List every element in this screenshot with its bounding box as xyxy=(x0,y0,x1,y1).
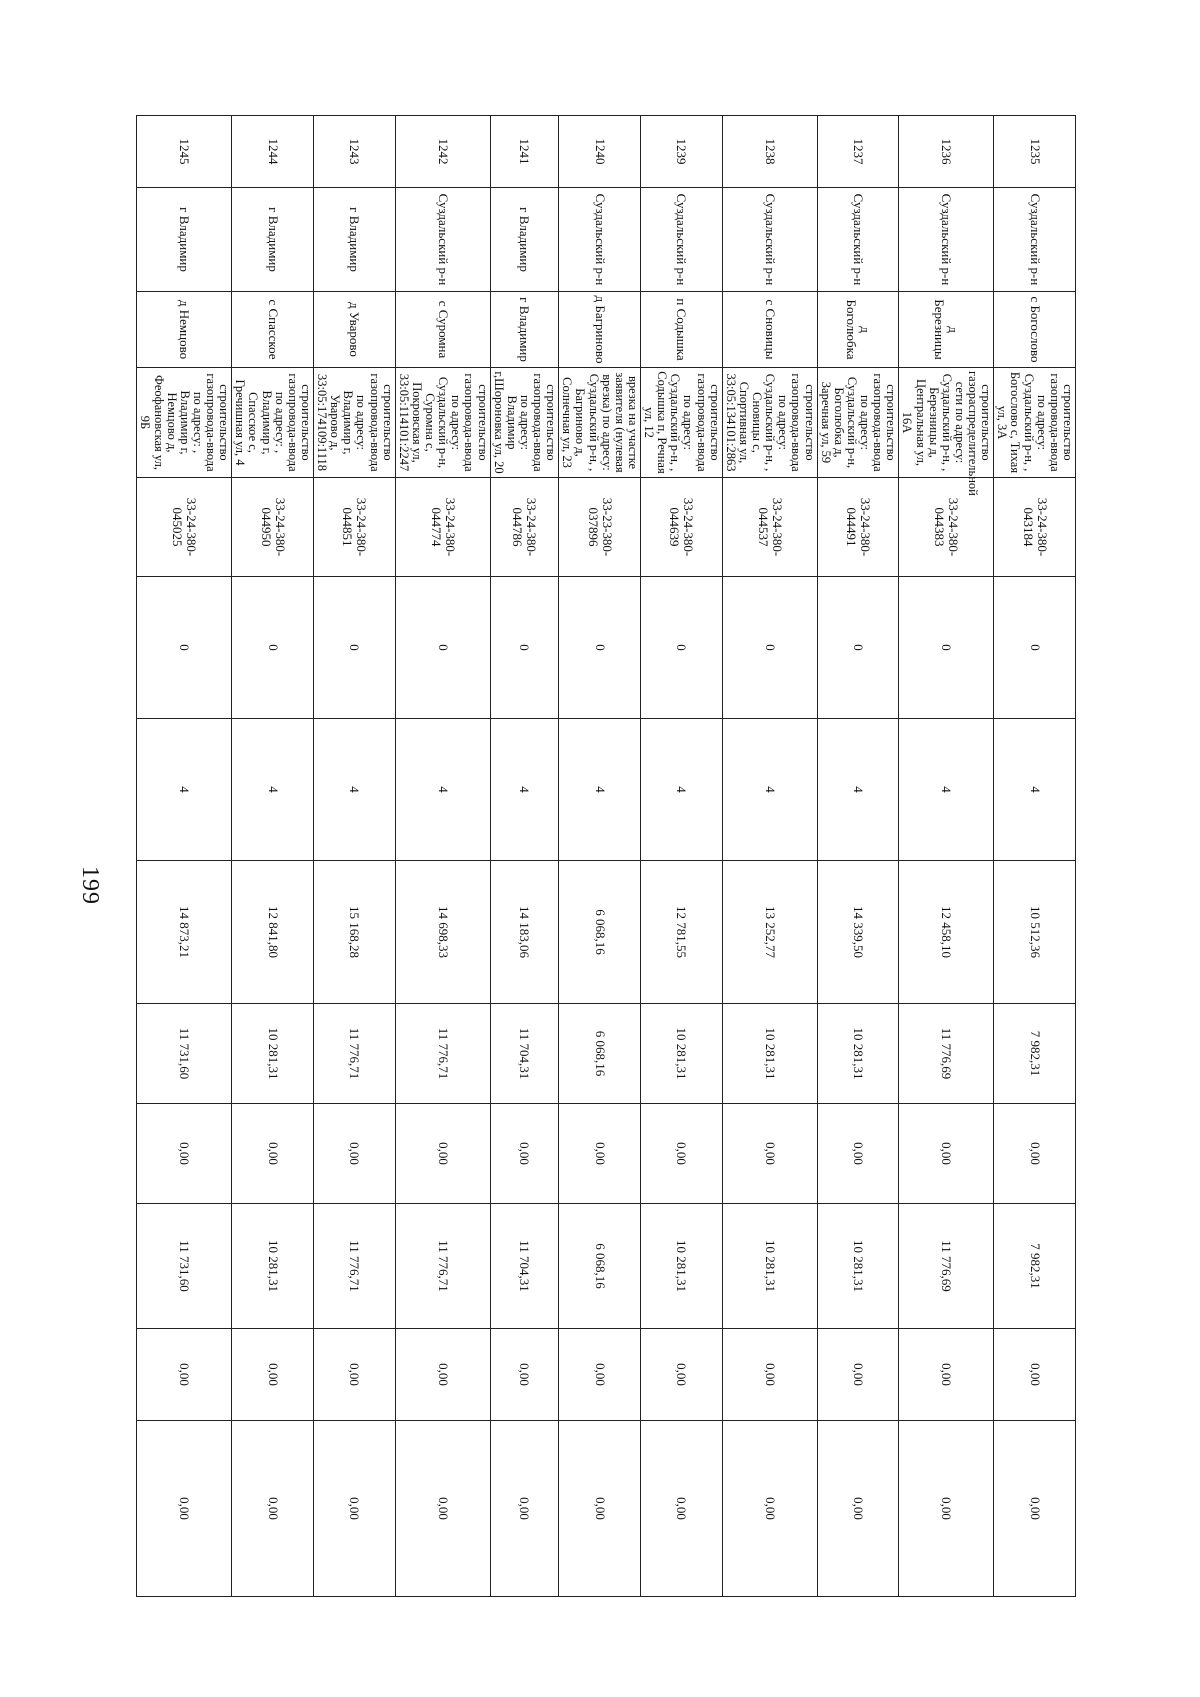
cell-description: строительство газопровода-ввода по адресу: Суздальский р-н, , Богослово с, Тихая ул, 3А xyxy=(994,368,1076,478)
cell-code: 33-24-380-044851 xyxy=(314,478,396,577)
cell-value-2: 4 xyxy=(232,719,314,861)
cell-description: строительство газопровода-ввода по адресу: Суздальский р-н, Суромна с, Покровская ул, 33:05:114101:2247 xyxy=(395,368,490,478)
cell-row-number: 1237 xyxy=(817,116,899,188)
cell-code: 33-24-380-043184 xyxy=(994,478,1076,577)
cell-total: 14 698,33 xyxy=(395,861,490,1004)
cell-amount-a: 10 281,31 xyxy=(641,1004,723,1104)
cell-district: Суздальский р-н xyxy=(641,188,723,292)
rotated-table xyxy=(138,115,1076,1596)
cell-description: строительство газопровода-ввода по адресу: , Владимир г, Спасское с, Гречишная ул, 4 xyxy=(232,368,314,478)
cell-amount-d: 0,00 xyxy=(994,1329,1076,1421)
cell-district: Суздальский р-н xyxy=(817,188,899,292)
cell-value-2: 4 xyxy=(395,719,490,861)
cell-amount-b: 0,00 xyxy=(994,1104,1076,1204)
cell-amount-c: 11 776,69 xyxy=(899,1204,994,1329)
cell-amount-c: 6 068,16 xyxy=(559,1204,641,1329)
cell-value-2: 4 xyxy=(994,719,1076,861)
cell-locality: д Боголюбка xyxy=(817,292,899,368)
table-row xyxy=(899,116,994,1597)
cell-amount-c: 11 776,71 xyxy=(314,1204,396,1329)
cell-total: 12 458,10 xyxy=(899,861,994,1004)
cell-amount-e: 0,00 xyxy=(559,1421,641,1597)
cell-value-2: 4 xyxy=(899,719,994,861)
cell-value-2: 4 xyxy=(314,719,396,861)
cell-amount-d: 0,00 xyxy=(817,1329,899,1421)
table-row xyxy=(490,116,559,1597)
cell-code: 33-24-380-045025 xyxy=(137,478,232,577)
cell-amount-c: 10 281,31 xyxy=(817,1204,899,1329)
cell-amount-b: 0,00 xyxy=(314,1104,396,1204)
cell-amount-b: 0,00 xyxy=(490,1104,559,1204)
cell-amount-b: 0,00 xyxy=(137,1104,232,1204)
cell-amount-a: 11 731,60 xyxy=(137,1004,232,1104)
cell-total: 12 781,55 xyxy=(641,861,723,1004)
cell-amount-a: 10 281,31 xyxy=(232,1004,314,1104)
cell-value-1: 0 xyxy=(641,577,723,719)
cell-row-number: 1240 xyxy=(559,116,641,188)
cell-locality: д Немцово xyxy=(137,292,232,368)
table-row xyxy=(395,116,490,1597)
cell-locality: с Сновицы xyxy=(722,292,817,368)
cell-value-1: 0 xyxy=(314,577,396,719)
table-row xyxy=(232,116,314,1597)
cell-description: строительство газопровода-ввода по адресу: Суздальский р-н, Боголюбка д, Заречная ул, 59 xyxy=(817,368,899,478)
table-row xyxy=(817,116,899,1597)
cell-description: строительство газопровода-ввода по адресу: Суздальский р-н, , Содышка п, Речная ул, 12 xyxy=(641,368,723,478)
cell-description: врезка на участке заявителя (нулевая врезка) по адресу: Суздальский р-н, , Багриново д, Солнечная ул, 23 xyxy=(559,368,641,478)
cell-amount-b: 0,00 xyxy=(559,1104,641,1204)
cell-total: 6 068,16 xyxy=(559,861,641,1004)
cell-district: Суздальский р-н xyxy=(395,188,490,292)
cell-amount-c: 11 704,31 xyxy=(490,1204,559,1329)
cell-code: 33-24-380-044639 xyxy=(641,478,723,577)
cell-total: 10 512,36 xyxy=(994,861,1076,1004)
cell-amount-b: 0,00 xyxy=(232,1104,314,1204)
cell-district: Суздальский р-н xyxy=(994,188,1076,292)
cell-amount-a: 11 776,69 xyxy=(899,1004,994,1104)
cell-amount-d: 0,00 xyxy=(490,1329,559,1421)
cell-amount-b: 0,00 xyxy=(899,1104,994,1204)
cell-amount-c: 11 731,60 xyxy=(137,1204,232,1329)
cell-code: 33-24-380-044383 xyxy=(899,478,994,577)
cell-locality: с Спасское xyxy=(232,292,314,368)
cell-row-number: 1244 xyxy=(232,116,314,188)
cell-amount-c: 7 982,31 xyxy=(994,1204,1076,1329)
table-row xyxy=(137,116,232,1597)
cell-amount-e: 0,00 xyxy=(490,1421,559,1597)
cell-amount-d: 0,00 xyxy=(314,1329,396,1421)
cell-row-number: 1238 xyxy=(722,116,817,188)
cell-description: строительство газопровода-ввода по адресу: Суздальский р-н, , Сновицы с, Спортивная ул, 33:05:134101:2863 xyxy=(722,368,817,478)
cell-locality: г Владимир xyxy=(490,292,559,368)
cell-value-1: 0 xyxy=(232,577,314,719)
cell-amount-c: 11 776,71 xyxy=(395,1204,490,1329)
cell-value-1: 0 xyxy=(395,577,490,719)
cell-amount-b: 0,00 xyxy=(817,1104,899,1204)
cell-total: 15 168,28 xyxy=(314,861,396,1004)
cell-total: 14 873,21 xyxy=(137,861,232,1004)
cell-code: 33-24-380-044786 xyxy=(490,478,559,577)
cell-code: 33-24-380-044950 xyxy=(232,478,314,577)
cell-value-1: 0 xyxy=(490,577,559,719)
cell-amount-e: 0,00 xyxy=(314,1421,396,1597)
cell-district: г Владимир xyxy=(314,188,396,292)
table-row xyxy=(722,116,817,1597)
table-row xyxy=(641,116,723,1597)
cell-amount-c: 10 281,31 xyxy=(722,1204,817,1329)
cell-value-2: 4 xyxy=(559,719,641,861)
cell-amount-a: 11 704,31 xyxy=(490,1004,559,1104)
cell-locality: с Суромна xyxy=(395,292,490,368)
cell-value-1: 0 xyxy=(899,577,994,719)
cell-description: строительство газопровода-ввода по адресу: , Владимир г, Немцово д, Феофановская ул, 9Б xyxy=(137,368,232,478)
cell-amount-a: 11 776,71 xyxy=(395,1004,490,1104)
cell-value-1: 0 xyxy=(559,577,641,719)
cell-description: строительство газопровода-ввода по адресу: Владимир г,Шороновка ул, 20 xyxy=(490,368,559,478)
cell-amount-d: 0,00 xyxy=(722,1329,817,1421)
cell-amount-e: 0,00 xyxy=(395,1421,490,1597)
table-row xyxy=(559,116,641,1597)
data-table xyxy=(136,115,1076,1597)
cell-row-number: 1243 xyxy=(314,116,396,188)
cell-locality: д Уварово xyxy=(314,292,396,368)
cell-row-number: 1235 xyxy=(994,116,1076,188)
cell-amount-d: 0,00 xyxy=(559,1329,641,1421)
cell-amount-e: 0,00 xyxy=(994,1421,1076,1597)
cell-amount-c: 10 281,31 xyxy=(641,1204,723,1329)
cell-amount-c: 10 281,31 xyxy=(232,1204,314,1329)
table-container xyxy=(138,115,1076,1596)
table-body xyxy=(137,116,1076,1597)
cell-total: 14 183,06 xyxy=(490,861,559,1004)
cell-value-2: 4 xyxy=(722,719,817,861)
cell-value-1: 0 xyxy=(722,577,817,719)
cell-amount-a: 6 068,16 xyxy=(559,1004,641,1104)
cell-amount-e: 0,00 xyxy=(641,1421,723,1597)
cell-total: 14 339,50 xyxy=(817,861,899,1004)
cell-district: Суздальский р-н xyxy=(559,188,641,292)
cell-amount-b: 0,00 xyxy=(722,1104,817,1204)
cell-amount-a: 10 281,31 xyxy=(722,1004,817,1104)
cell-value-2: 4 xyxy=(137,719,232,861)
cell-total: 13 252,77 xyxy=(722,861,817,1004)
cell-district: г Владимир xyxy=(232,188,314,292)
cell-amount-e: 0,00 xyxy=(817,1421,899,1597)
table-row xyxy=(994,116,1076,1597)
cell-row-number: 1242 xyxy=(395,116,490,188)
cell-code: 33-24-380-044491 xyxy=(817,478,899,577)
cell-value-2: 4 xyxy=(641,719,723,861)
cell-amount-a: 11 776,71 xyxy=(314,1004,396,1104)
cell-district: Суздальский р-н xyxy=(899,188,994,292)
cell-value-2: 4 xyxy=(817,719,899,861)
cell-code: 33-24-380-044774 xyxy=(395,478,490,577)
cell-amount-e: 0,00 xyxy=(137,1421,232,1597)
cell-value-2: 4 xyxy=(490,719,559,861)
cell-amount-b: 0,00 xyxy=(395,1104,490,1204)
cell-value-1: 0 xyxy=(137,577,232,719)
cell-value-1: 0 xyxy=(994,577,1076,719)
cell-row-number: 1236 xyxy=(899,116,994,188)
cell-locality: с Богослово xyxy=(994,292,1076,368)
cell-amount-d: 0,00 xyxy=(137,1329,232,1421)
cell-locality: д Багриново xyxy=(559,292,641,368)
cell-amount-e: 0,00 xyxy=(899,1421,994,1597)
cell-amount-e: 0,00 xyxy=(232,1421,314,1597)
cell-code: 33-24-380-044537 xyxy=(722,478,817,577)
cell-district: г Владимир xyxy=(137,188,232,292)
table-row xyxy=(314,116,396,1597)
cell-row-number: 1241 xyxy=(490,116,559,188)
cell-description: строительство газопровода-ввода по адресу: Владимир г, Уварово д, 33:05:174109:1118 xyxy=(314,368,396,478)
cell-total: 12 841,80 xyxy=(232,861,314,1004)
cell-locality: п Содышка xyxy=(641,292,723,368)
cell-value-1: 0 xyxy=(817,577,899,719)
cell-amount-b: 0,00 xyxy=(641,1104,723,1204)
cell-row-number: 1245 xyxy=(137,116,232,188)
cell-amount-d: 0,00 xyxy=(395,1329,490,1421)
page-number: 199 xyxy=(77,866,103,905)
cell-amount-a: 10 281,31 xyxy=(817,1004,899,1104)
cell-amount-d: 0,00 xyxy=(641,1329,723,1421)
cell-description: строительство газораспределительной сети по адресу: Суздальский р-н, , Березницы д, Центральная ул, 16А xyxy=(899,368,994,478)
cell-code: 33-23-380-037896 xyxy=(559,478,641,577)
cell-amount-a: 7 982,31 xyxy=(994,1004,1076,1104)
cell-district: Суздальский р-н xyxy=(722,188,817,292)
cell-amount-d: 0,00 xyxy=(899,1329,994,1421)
cell-locality: д Березницы xyxy=(899,292,994,368)
cell-row-number: 1239 xyxy=(641,116,723,188)
cell-district: г Владимир xyxy=(490,188,559,292)
cell-amount-e: 0,00 xyxy=(722,1421,817,1597)
cell-amount-d: 0,00 xyxy=(232,1329,314,1421)
